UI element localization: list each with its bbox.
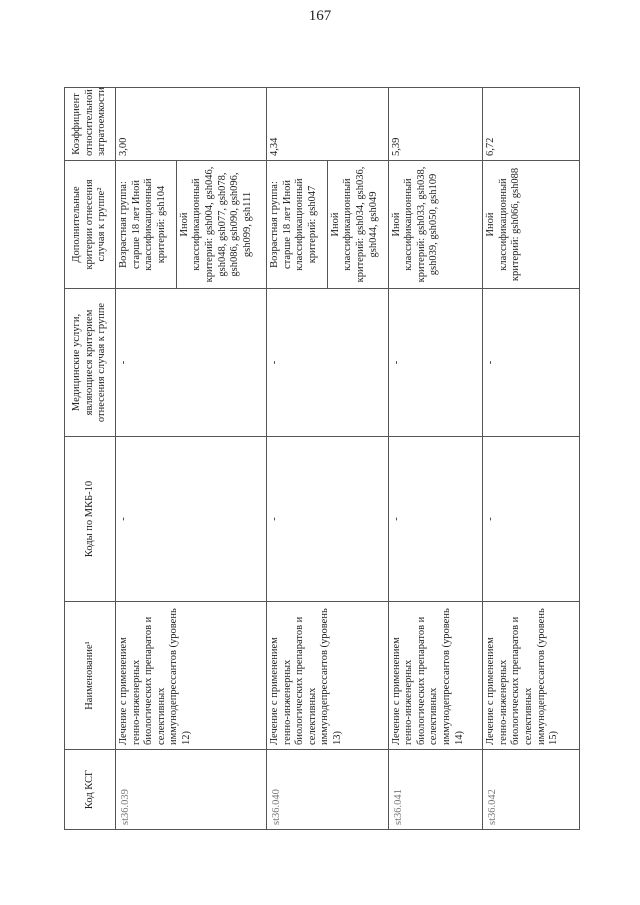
ksg-name: Лечение с применением генно-инженерных биологических препаратов и селективных иммунодепрессантов (уровень 12) bbox=[116, 602, 267, 750]
ksg-name: Лечение с применением генно-инженерных биологических препаратов и селективных иммунодепрессантов (уровень 14) bbox=[388, 602, 483, 750]
header-mkb: Коды по МКБ-10 bbox=[65, 437, 116, 602]
coefficient: 5,39 bbox=[388, 88, 483, 161]
header-code: Код КСГ bbox=[65, 750, 116, 830]
mkb-codes: - bbox=[116, 437, 267, 602]
criteria-item: Возрастная группа: старше 18 лет Иной классификационный критерий: gsh047 bbox=[266, 161, 327, 289]
criteria-item: Возрастная группа: старше 18 лет Иной классификационный критерий: gsh104 bbox=[116, 161, 177, 289]
mkb-codes: - bbox=[388, 437, 483, 602]
ksg-code: st36.042 bbox=[483, 750, 580, 830]
medical-services: - bbox=[266, 289, 388, 437]
page-number: 167 bbox=[308, 8, 332, 24]
criteria-item: Иной классификационный критерий: gsh004, gsh046, gsh048, gsh077, gsh078, gsh086, gsh090, gsh096, gsh099, gsh111 bbox=[176, 161, 266, 289]
table-header-row bbox=[65, 88, 116, 830]
ksg-table bbox=[64, 87, 580, 830]
coefficient: 4,34 bbox=[266, 88, 388, 161]
header-criteria: Дополнительные критерии отнесения случая к группе² bbox=[65, 161, 116, 289]
coefficient: 6,72 bbox=[483, 88, 580, 161]
ksg-name: Лечение с применением генно-инженерных биологических препаратов и селективных иммунодепрессантов (уровень 13) bbox=[266, 602, 388, 750]
table-frame bbox=[64, 88, 580, 830]
table-row bbox=[116, 88, 177, 830]
medical-services: - bbox=[483, 289, 580, 437]
header-services: Медицинские услуги, являющиеся критерием отнесения случая к группе bbox=[65, 289, 116, 437]
ksg-name: Лечение с применением генно-инженерных биологических препаратов и селективных иммунодепрессантов (уровень 15) bbox=[483, 602, 580, 750]
coefficient: 3,00 bbox=[116, 88, 267, 161]
criteria-item: Иной классификационный критерий: gsh034, gsh036, gsh044, gsh049 bbox=[327, 161, 388, 289]
ksg-code: st36.039 bbox=[116, 750, 267, 830]
ksg-code: st36.040 bbox=[266, 750, 388, 830]
mkb-codes: - bbox=[266, 437, 388, 602]
medical-services: - bbox=[388, 289, 483, 437]
medical-services: - bbox=[116, 289, 267, 437]
table-row bbox=[483, 88, 580, 830]
mkb-codes: - bbox=[483, 437, 580, 602]
header-coef: Коэффициент относительной затратоемкости bbox=[65, 88, 116, 161]
table-row bbox=[266, 88, 327, 830]
criteria-item: Иной классификационный критерий: gsh033, gsh038, gsh039, gsh050, gsh109 bbox=[388, 161, 483, 289]
rotated-table-container bbox=[64, 88, 580, 830]
table-row bbox=[388, 88, 483, 830]
header-name: Наименование¹ bbox=[65, 602, 116, 750]
criteria-item: Иной классификационный критерий: gsh066, gsh088 bbox=[483, 161, 580, 289]
ksg-code: st36.041 bbox=[388, 750, 483, 830]
